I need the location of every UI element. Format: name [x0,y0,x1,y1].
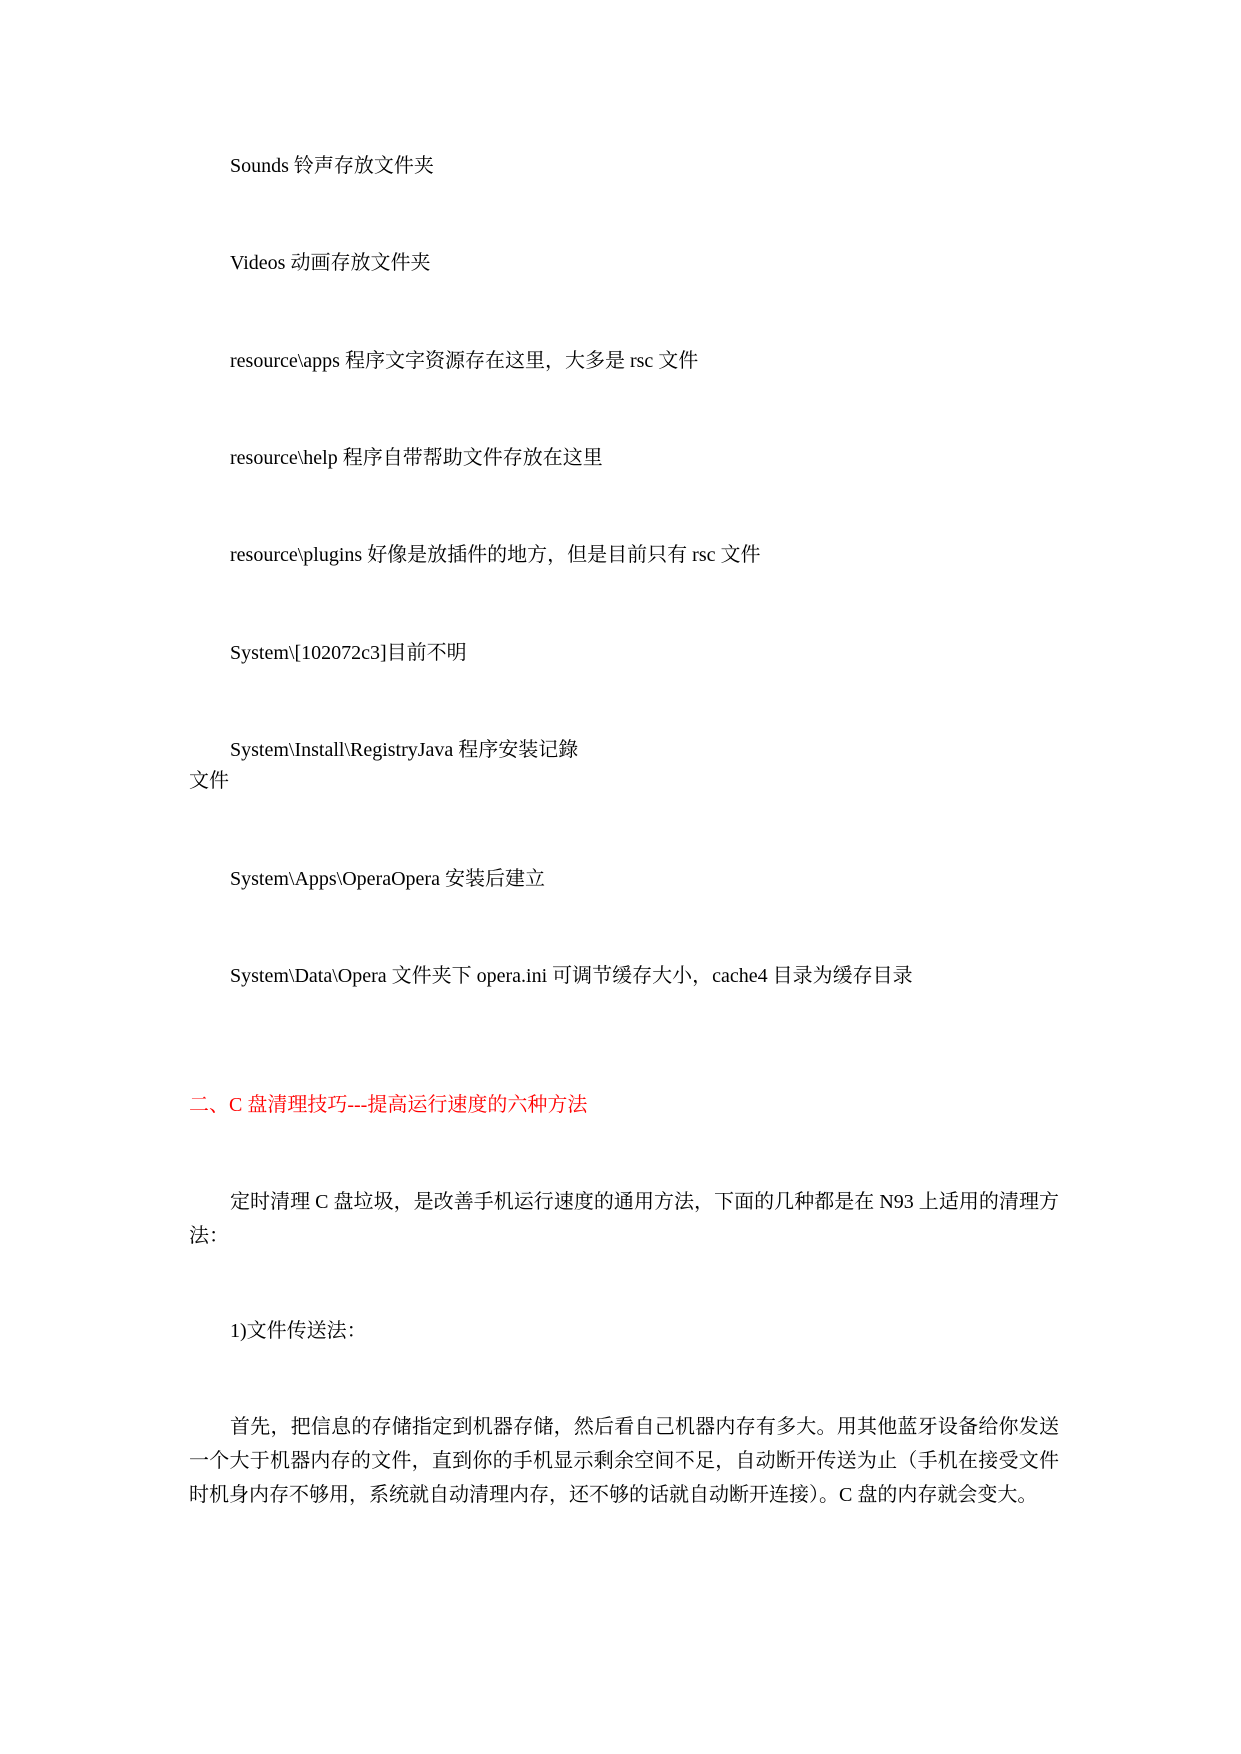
resource-plugins-line: resource\plugins 好像是放插件的地方，但是目前只有 rsc 文件 [230,544,761,566]
resource-apps-line: resource\apps 程序文字资源存在这里，大多是 rsc 文件 [230,350,699,372]
system-apps-opera-line: System\Apps\OperaOpera 安装后建立 [230,868,545,890]
resource-help-line: resource\help 程序自带帮助文件存放在这里 [230,447,603,469]
method-1-title: 1)文件传送法： [230,1320,367,1342]
system-data-opera-line: System\Data\Opera 文件夹下 opera.ini 可调节缓存大小，cache4 目录为缓存目录 [230,965,913,987]
intro-paragraph: 定时清理 C 盘垃圾，是改善手机运行速度的通用方法，下面的几种都是在 N93 上适用的清理方法： [189,1191,1059,1247]
sounds-folder-line: Sounds 铃声存放文件夹 [230,155,434,177]
section-heading: 二、C 盘清理技巧---提高运行速度的六种方法 [189,1094,588,1116]
system-102072c3-line: System\[102072c3]目前不明 [230,642,467,664]
method-1-paragraph: 首先，把信息的存储指定到机器存储，然后看自己机器内存有多大。用其他蓝牙设备给你发送一个大于机器内存的文件，直到你的手机显示剩余空间不足，自动断开传送为止（手机在接受文件时机身内存不够用，系统就自动清理内存，还不够的话就自动断开连接）。C 盘的内存就会变大。 [189,1416,1059,1506]
system-install-registry-continuation: 文件 [189,770,229,792]
system-install-registry-line: System\Install\RegistryJava 程序安装记錄 [230,739,579,761]
videos-folder-line: Videos 动画存放文件夹 [230,252,431,274]
